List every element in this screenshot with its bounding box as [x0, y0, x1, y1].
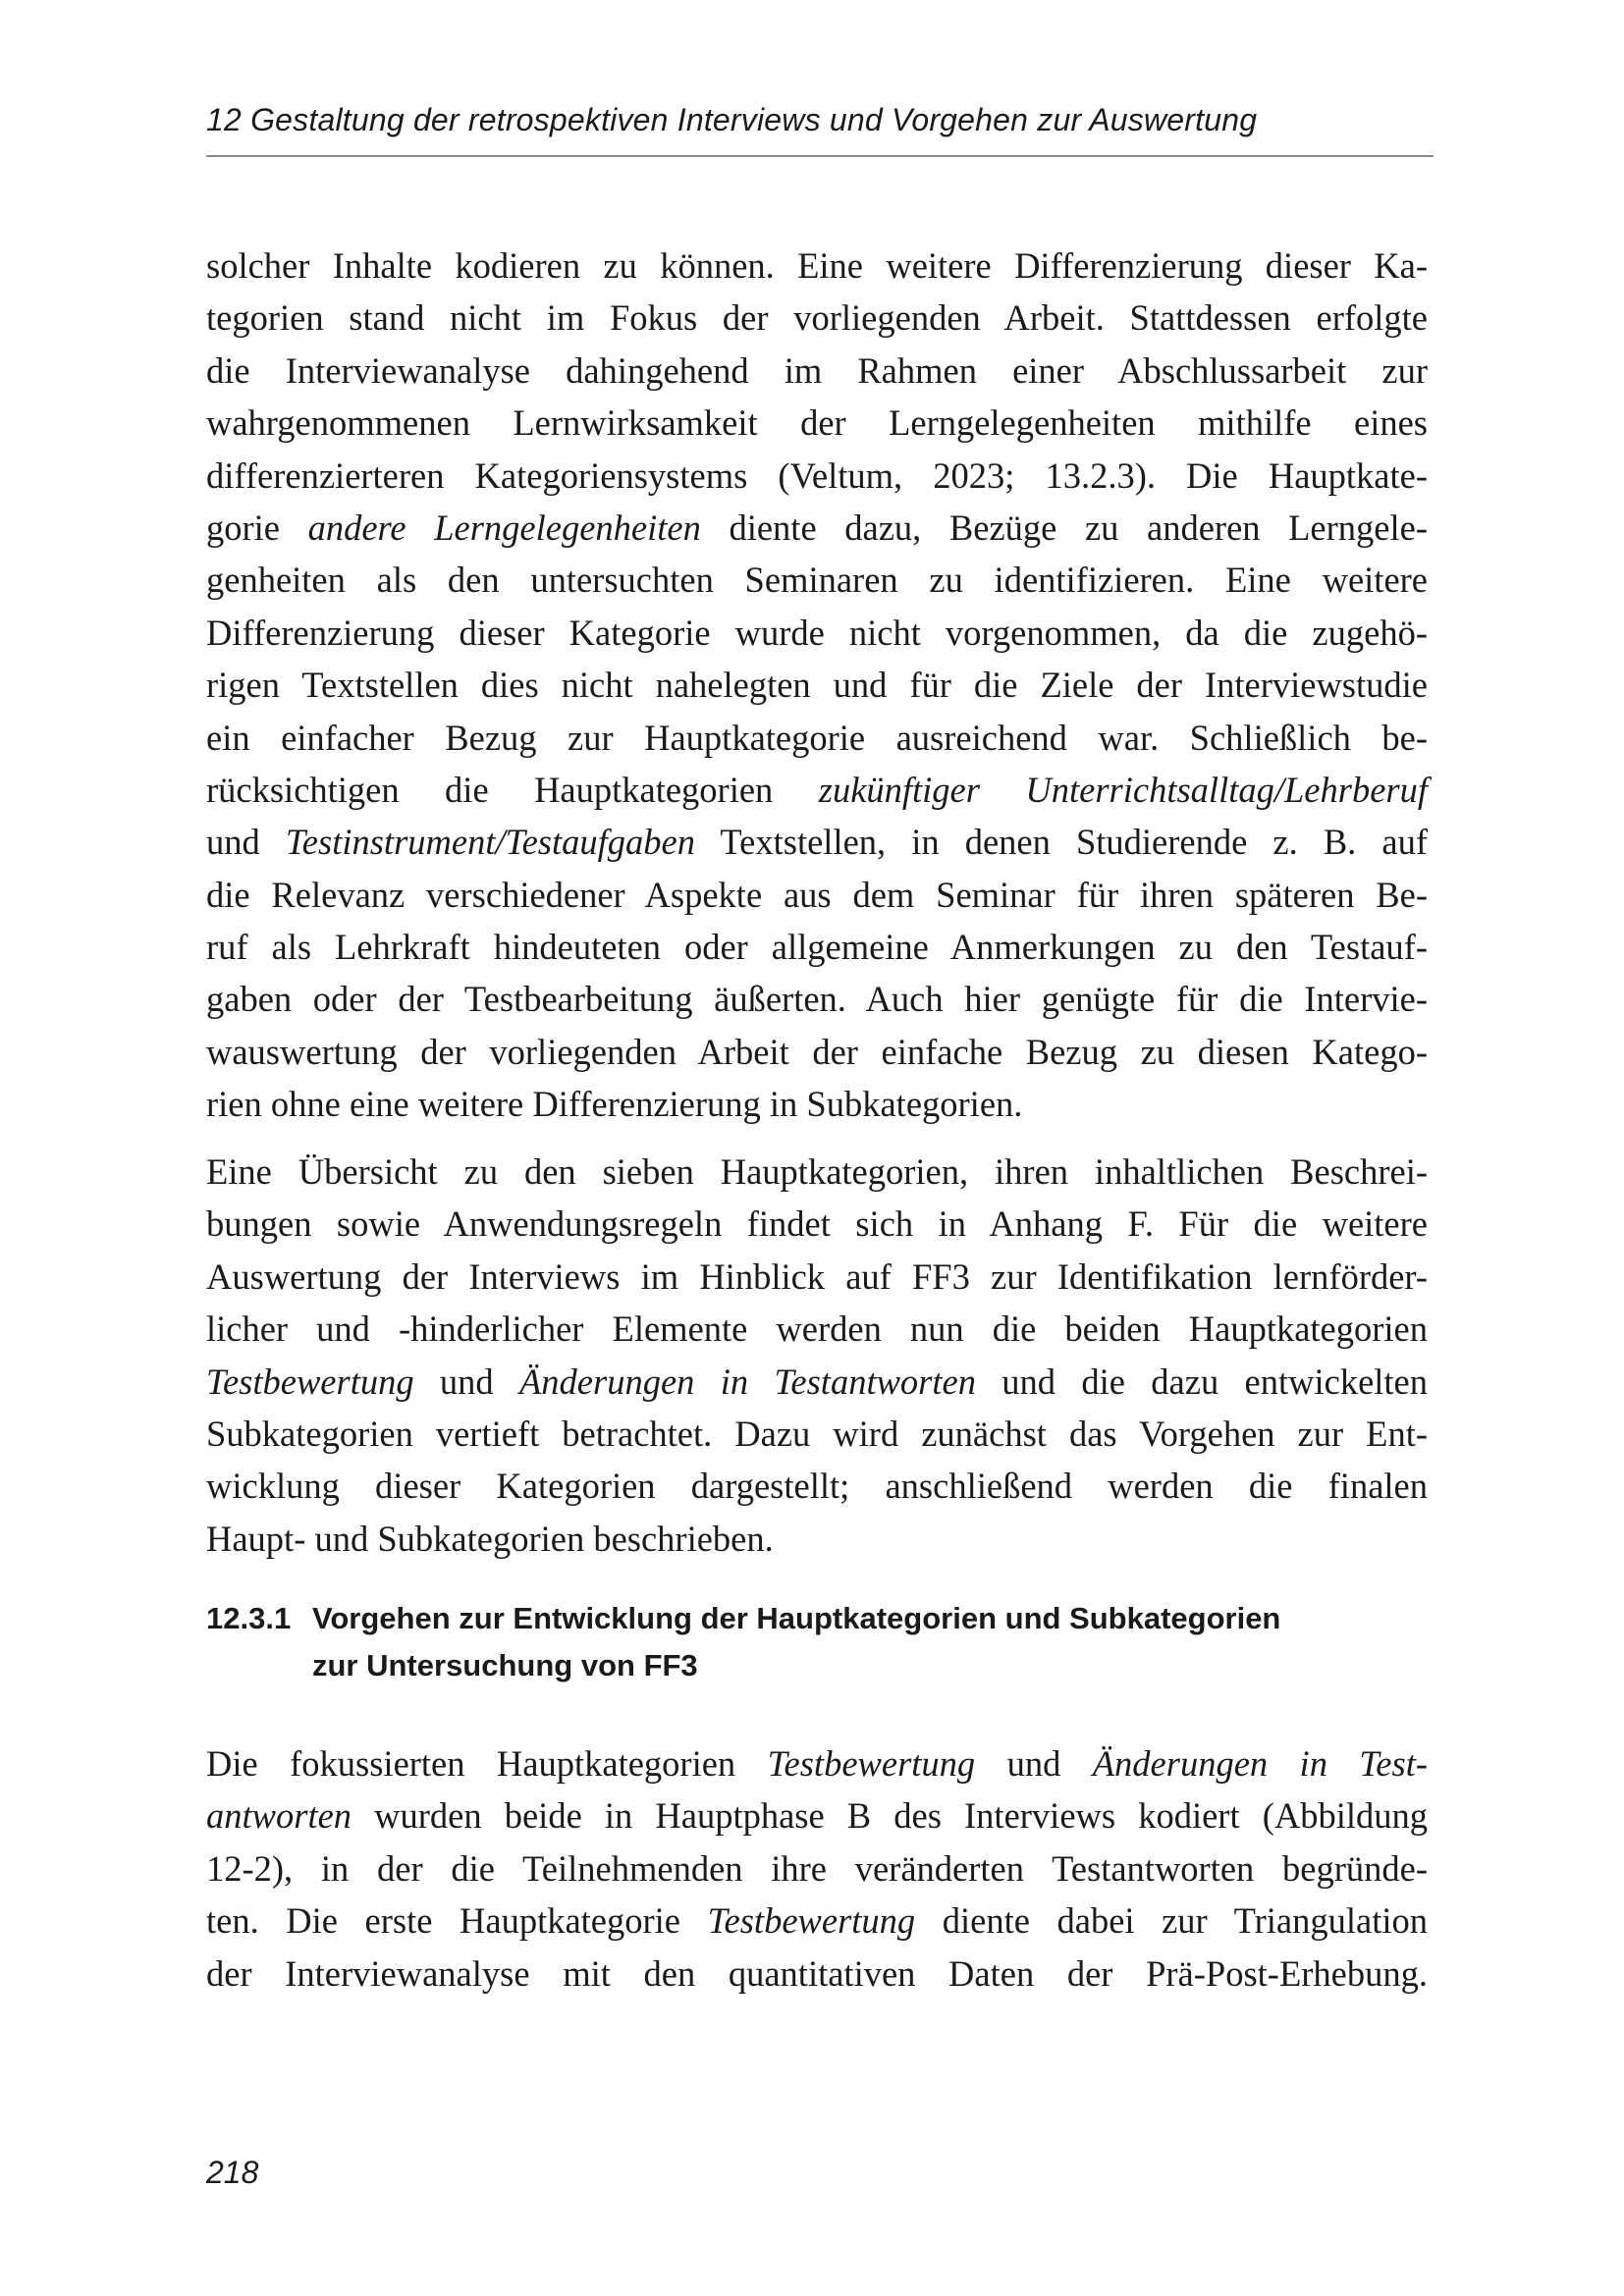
text-line: Haupt- und Subkategorien beschrieben. — [206, 1518, 774, 1559]
paragraph-2 — [206, 1146, 1428, 1565]
text-line: rigen Textstellen dies nicht nahelegten und für die Ziele der Interviewstudie — [206, 665, 1428, 706]
text-line: und Testinstrument/Testaufgaben Textstellen, in denen Studierende z. B. auf — [206, 822, 1428, 863]
text-line: antworten wurden beide in Hauptphase B des Interviews kodiert (Abbildung — [206, 1795, 1428, 1837]
section-heading — [206, 1595, 1428, 1689]
text-line: rücksichtigen die Hauptkategorien zukünftiger Unterrichtsalltag/Lehrberuf — [206, 769, 1428, 810]
section-number: 12.3.1 — [206, 1601, 292, 1635]
text-line: tegorien stand nicht im Fokus der vorliegenden Arbeit. Stattdessen erfolgte — [206, 297, 1428, 339]
text-line: der Interviewanalyse mit den quantitativen Daten der Prä-Post-Erhebung. — [206, 1952, 1428, 1994]
text-line: licher und -hinderlicher Elemente werden nun die beiden Hauptkategorien — [206, 1308, 1428, 1350]
text-line: ein einfacher Bezug zur Hauptkategorie ausreichend war. Schließlich be- — [206, 717, 1428, 758]
paragraph-1 — [206, 240, 1428, 1131]
text-line: Die fokussierten Hauptkategorien Testbewertung und Änderungen in Test- — [206, 1743, 1429, 1784]
paragraph-3 — [206, 1737, 1428, 2000]
text-line: die Relevanz verschiedener Aspekte aus dem Seminar für ihren späteren Be- — [206, 874, 1428, 915]
text-line: differenzierteren Kategoriensystems (Veltum, 2023; 13.2.3). Die Hauptkate- — [206, 454, 1428, 496]
text-line: die Interviewanalyse dahingehend im Rahmen einer Abschlussarbeit zur — [206, 349, 1428, 391]
page-number: 218 — [206, 2155, 259, 2190]
text-line: wicklung dieser Kategorien dargestellt; anschließend werden die finalen — [206, 1466, 1428, 1507]
running-header-title: 12 Gestaltung der retrospektiven Interviews und Vorgehen zur Auswertung — [206, 102, 1258, 137]
text-line: gorie andere Lerngelegenheiten diente dazu, Bezüge zu anderen Lerngele- — [206, 507, 1428, 548]
text-line: wahrgenommenen Lernwirksamkeit der Lerngelegenheiten mithilfe eines — [206, 402, 1428, 444]
text-line: bungen sowie Anwendungsregeln findet sich in Anhang F. Für die weitere — [206, 1203, 1428, 1245]
text-line: 12-2), in der die Teilnehmenden ihre veränderten Testantworten begründe- — [206, 1847, 1428, 1889]
text-line: Subkategorien vertieft betrachtet. Dazu wird zunächst das Vorgehen zur Ent- — [206, 1413, 1428, 1454]
section-title-line-1: Vorgehen zur Entwicklung der Hauptkategorien und Subkategorien — [312, 1601, 1281, 1635]
text-line: Auswertung der Interviews im Hinblick auf FF3 zur Identifikation lernförder- — [206, 1255, 1428, 1297]
text-line: ten. Die erste Hauptkategorie Testbewertung diente dabei zur Triangulation — [206, 1900, 1428, 1942]
text-line: solcher Inhalte kodieren zu können. Eine weitere Differenzierung dieser Ka- — [206, 245, 1428, 286]
text-line: wauswertung der vorliegenden Arbeit der einfache Bezug zu diesen Katego- — [206, 1031, 1428, 1072]
running-header — [206, 98, 1434, 157]
text-line: gaben oder der Testbearbeitung äußerten. Auch hier genügte für die Intervie- — [206, 979, 1428, 1020]
text-line: Differenzierung dieser Kategorie wurde nicht vorgenommen, da die zugehö- — [206, 612, 1428, 653]
text-line: Testbewertung und Änderungen in Testantworten und die dazu entwickelten — [206, 1361, 1429, 1402]
text-line: ruf als Lehrkraft hindeuteten oder allgemeine Anmerkungen zu den Testauf- — [206, 927, 1428, 968]
text-line: genheiten als den untersuchten Seminaren zu identifizieren. Eine weitere — [206, 560, 1428, 601]
text-line: Eine Übersicht zu den sieben Hauptkategorien, ihren inhaltlichen Beschrei- — [206, 1151, 1428, 1192]
section-title-line-2: zur Untersuchung von FF3 — [312, 1648, 698, 1682]
text-line: rien ohne eine weitere Differenzierung in Subkategorien. — [206, 1084, 1023, 1125]
